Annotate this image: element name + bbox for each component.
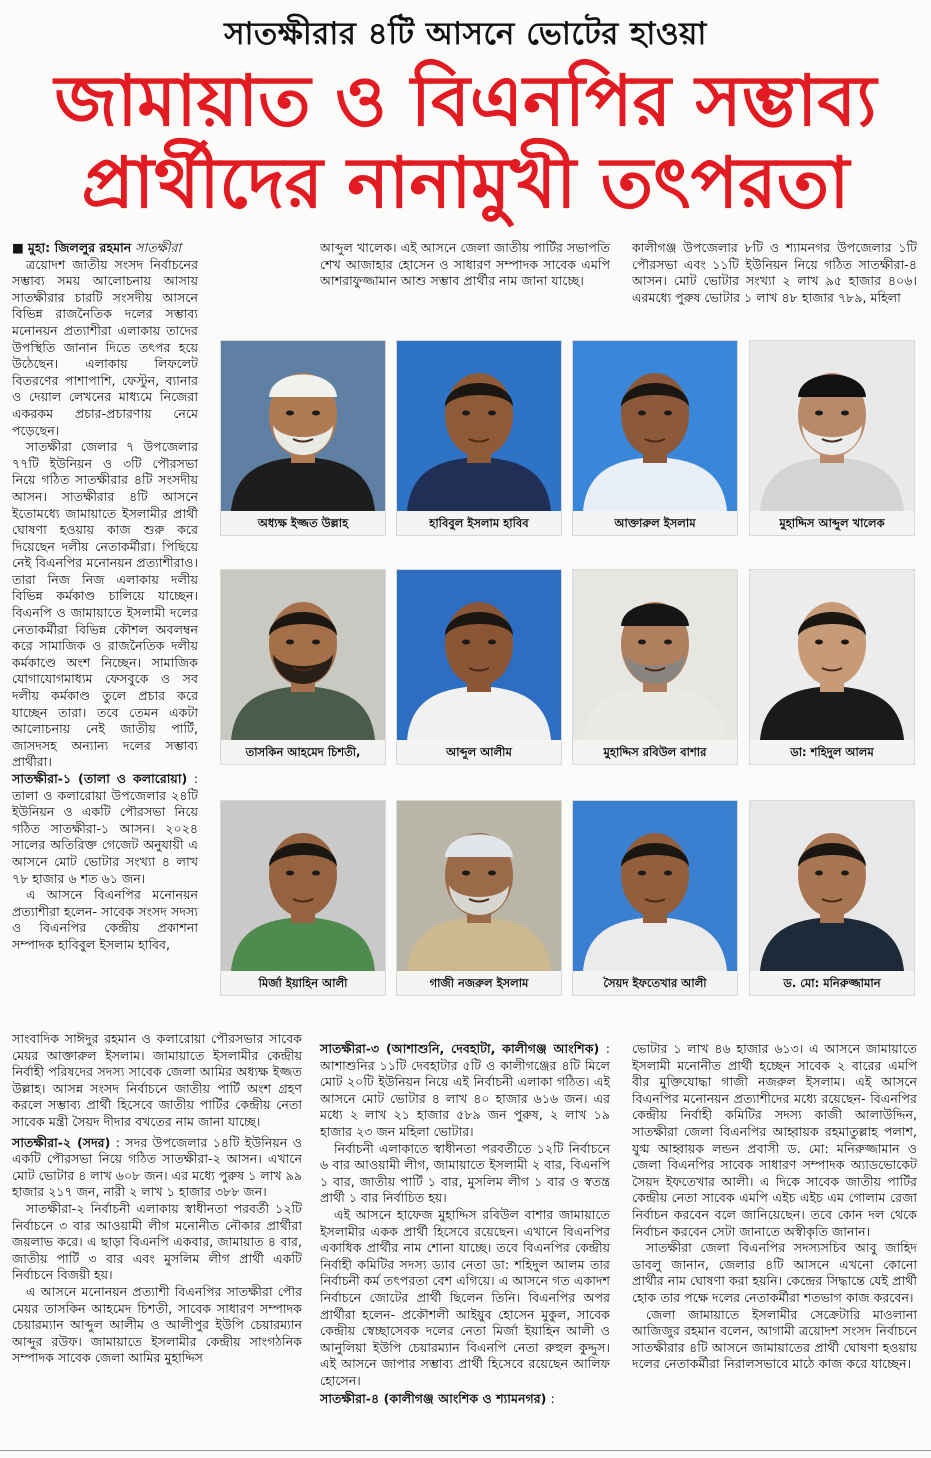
- paragraph: সাতক্ষীরা জেলার ৭ উপজেলার ৭৭টি ইউনিয়ন ও ৩টি পৌরসভা নিয়ে গঠিত সাতক্ষীরার ৪টি সংসদীয় আসন। সাতক্ষীরার ৪টি আসনে ইতোমধ্যে জামায়াতে ইসলামীর প্রার্থী ঘোষণা হওয়ায় কাজ শুরু করে দিয়েছেন দলীয় নেতাকর্মীরা। পিছিয়ে নেই বিএনপির মনোনয়ন প্রত্যাশীরাও। তারা নিজ নিজ এলাকায় দলীয় বিভিন্ন কর্মকাণ্ড চালিয়ে যাচ্ছেন। বিএনপি ও জামায়াতে ইসলামী দলের নেতাকর্মীরা বিভিন্ন কৌশল অবলম্বন করে সামাজিক ও রাজনৈতিক দলীয় কর্মকাণ্ডে অংশ নিচ্ছেন। সামাজিক যোগাযোগমাধ্যম ফেসবুকে ও সব দলীয় কর্মকাণ্ড তুলে প্রচার করে যাচ্ছেন তারা। তবে তেমন একটা আলোচনায় নেই জাতীয় পার্টি, জাসদসহ অন্যান্য দলের সম্ভাব্য প্রার্থীরা।: [12, 439, 198, 770]
- section-satkhira-2: [12, 1135, 302, 1201]
- photo-caption: সৈয়দ ইফতেখার আলী: [603, 976, 707, 990]
- portrait-photo: [572, 340, 738, 536]
- column-top-right: [632, 240, 917, 306]
- paragraph: নির্বাচনী এলাকাতে স্বাধীনতা পরবর্তীতে ১২টি নির্বাচনে ৬ বার আওয়ামী লীগ, জামায়াতে ইসলামী ২ বার, বিএনপি ১ বার, জাতীয় পার্টি ১ বার, মুসলিম লীগ ১ বার ও স্বতন্ত্র প্রার্থী ১ বার নির্বাচিত হয়।: [320, 1140, 610, 1206]
- photo-caption: আব্দুল আলীম: [446, 745, 512, 759]
- bottom-rule: [0, 1450, 931, 1451]
- photo-caption: ডা: শহিদুল আলম: [790, 745, 874, 759]
- photo-caption: আক্তারুল ইসলাম: [614, 516, 696, 530]
- portrait-image: [221, 801, 385, 971]
- kicker: সাতক্ষীরার ৪টি আসনে ভোটের হাওয়া: [224, 16, 707, 52]
- photo-caption: মির্জা ইয়াহিন আলী: [258, 976, 348, 990]
- portrait-image: [221, 570, 385, 740]
- portrait-image: [750, 570, 914, 740]
- paragraph: সাতক্ষীরা-২ নির্বাচনী এলাকায় স্বাধীনতা পরবর্তী ১২টি নির্বাচনে ৩ বার আওয়ামী লীগ মনোনীত নৌকার প্রার্থীরা জয়লাভ করে। এ ছাড়া বিএনপি একবার, জামায়াত ৪ বার, জাতীয় পার্টি ৩ বার এবং মুসলিম লীগ প্রার্থী একটি নির্বাচনে বিজয়ী হয়।: [12, 1200, 302, 1283]
- byline-name: মুহা: জিললুর রহমান: [27, 240, 132, 255]
- paragraph: এই আসনে হাফেজ মুহাদ্দিস রবিউল বাশার জামায়াতে ইসলামীর একক প্রার্থী হিসেবে রয়েছেন। এখানে বিএনপির একাধিক প্রার্থীর নাম শোনা যাচ্ছে। তবে বিএনপির কেন্দ্রীয় নির্বাহী কমিটির সদস্য ড্যাব নেতা ডা: শহিদুল আলম তার নির্বাচনী কর্ম তৎপরতা বেশ এগিয়ে। এ আসনে গত একাদশ নির্বাচনে জোটের প্রার্থী ছিলেন তিনি। বিএনপির অপর প্রার্থীরা হলেন- প্রকৌশলী আইয়ুব হোসেন মুকুল, সাবেক কেন্দ্রীয় স্বেচ্ছাসেবক দলের নেতা মির্জা ইয়াহিন আলী ও আনুলিয়া ইউপি চেয়ারম্যান বিএনপি নেতা রুহুল কুদ্দুস। এই আসনে জাপার সম্ভাব্য প্রার্থী হিসেবে রয়েছেন আলিফ হোসেন।: [320, 1206, 610, 1388]
- paragraph: ত্রয়োদশ জাতীয় সংসদ নির্বাচনের সম্ভাব্য সময় আলোচনায় আসায় সাতক্ষীরার চারটি সংসদীয় আসনে বিভিন্ন রাজনৈতিক দলের সম্ভাব্য মনোনয়ন প্রত্যাশীরা এলাকায় তাদের উপস্থিতি জানান দিতে তৎপর হয়ে উঠেছেন। এলাকায় লিফলেট বিতরণের পাশাপাশি, ফেস্টুন, ব্যানার ও দেয়াল লেখনের মাধ্যমে নিজেরা একরকম প্রচার-প্রচারণায় নেমে পড়েছেন।: [12, 256, 198, 438]
- section-heading: সাতক্ষীরা-৩ (আশাশুনি, দেবহাটা, কালীগঞ্জ আংশিক): [320, 1041, 600, 1056]
- section-satkhira-3: [320, 1041, 610, 1141]
- paragraph: সাতক্ষীরা জেলা বিএনপির সদস্যসচিব আবু জাহিদ ডাবলু জানান, জেলার ৪টি আসনে এখনো কোনো প্রার্থীর নাম ঘোষণা করা হয়নি। কেন্দ্রের সিদ্ধান্তে যেই প্রার্থী হোক তার পক্ষে দলের নেতাকর্মীরা শতভাগ কাজ করবেন।: [632, 1240, 917, 1305]
- column-top-middle: [320, 240, 610, 290]
- photo-caption: ড. মো: মনিরুজ্জামান: [783, 976, 881, 990]
- portrait-image: [750, 341, 914, 511]
- paragraph: আব্দুল খালেক। এই আসনে জেলা জাতীয় পার্টির সভাপতি শেখ আজাহার হোসেন ও সাধারণ সম্পাদক সাবেক এমপি আশরাফুজ্জামান আশু সম্ভাব প্রার্থীর নাম জানা যাচ্ছে।: [320, 240, 610, 289]
- byline-place: সাতক্ষীরা: [135, 240, 182, 255]
- column-bottom-left: [12, 1031, 302, 1367]
- portrait-photo: [749, 800, 915, 996]
- section-heading: সাতক্ষীরা-৪ (কালীগঞ্জ আংশিক ও শ্যামনগর): [320, 1391, 547, 1407]
- section-heading: সাতক্ষীরা-১ (তালা ও কলারোয়া): [12, 771, 188, 786]
- photo-caption: গাজী নজরুল ইসলাম: [429, 976, 529, 990]
- column-left: [12, 240, 198, 954]
- portrait-photo: [749, 569, 915, 765]
- portrait-image: [397, 341, 561, 511]
- paragraph: ভোটার ১ লাখ ৪৬ হাজার ৬১৩। এ আসনে জামায়াতে ইসলামী মনোনীত প্রার্থী হচ্ছেন সাবেক ২ বারের এমপি বীর মুক্তিযোদ্ধা গাজী নজরুল ইসলাম। এই আসনে বিএনপির মনোনয়ন প্রত্যাশীদের মধ্যে রয়েছেন- বিএনপির কেন্দ্রীয় নির্বাহী কমিটির সদস্য কাজী আলাউদ্দিন, সাতক্ষীরা জেলা বিএনপির আহ্বায়ক রহমাতুল্লাহ পলাশ, যুগ্ম আহ্বায়ক লন্ডন প্রবাসী ড. মো: মনিরুজ্জামান ও জেলা বিএনপির সাবেক সাধারণ সম্পাদক অ্যাডভোকেট সৈয়দ ইফতেখার আলী। এ দিকে সাবেক জাতীয় পার্টির কেন্দ্রীয় নেতা সাবেক এমপি এইচ এইচ এম গোলাম রেজা নির্বাচন করবেন বলে জানিয়েছেন। তবে কোন দল থেকে নির্বাচন করবেন সেটা জানাতে অস্বীকৃতি জানান।: [632, 1041, 917, 1239]
- portrait-photo: [396, 569, 562, 765]
- photo-caption: মুহাদ্দিস আব্দুল খালেক: [779, 516, 885, 530]
- portrait-image: [397, 801, 561, 971]
- byline: [12, 240, 198, 257]
- bullet-icon: ■: [12, 240, 28, 255]
- portrait-photo: [220, 340, 386, 536]
- column-bottom-right: [632, 1041, 917, 1373]
- section-heading: সাতক্ষীরা-২ (সদর): [12, 1134, 111, 1150]
- paragraph: এ আসনে মনোনয়ন প্রত্যাশী বিএনপির সাতক্ষীরা পৌর মেয়র তাসকিন আহমেদ চিশতী, সাবেক সাধারণ সম্পাদক চেয়ারম্যান আব্দুল আলীম ও আলীপুর ইউপি চেয়ারম্যান আব্দুর রউফ। জামায়াতে ইসলামীর কেন্দ্রীয় সাংগঠনিক সম্পাদক সাবেক জেলা আমির মুহাদ্দিস: [12, 1283, 302, 1366]
- section-tail: :: [550, 1391, 555, 1407]
- portrait-image: [573, 801, 737, 971]
- portrait-image: [573, 341, 737, 511]
- paragraph: কালীগঞ্জ উপজেলার ৮টি ও শ্যামনগর উপজেলার ১টি পৌরসভা এবং ১১টি ইউনিয়ন নিয়ে গঠিত সাতক্ষীরা-৪ আসন। মোট ভোটার সংখ্যা ২ লাখ ৯৫ হাজার ৪০৬। এরমধ্যে পুরুষ ভোটার ১ লাখ ৪৮ হাজার ৭৮৯, মহিলা: [632, 240, 917, 305]
- portrait-photo: [396, 340, 562, 536]
- section-satkhira-1: [12, 771, 198, 887]
- photo-caption: তাসকিন আহমেদ চিশতী,: [245, 745, 361, 759]
- headline-line-2: প্রার্থীদের নানামুখী তৎপরতা: [81, 142, 850, 224]
- paragraph: জেলা জামায়াতে ইসলামীর সেক্রেটারি মাওলানা আজিজুর রহমান বলেন, আগামী ত্রয়োদশ সংসদ নির্বাচনে সাতক্ষীরার ৪টি আসনে জামায়াতের প্রার্থী ঘোষণা হওয়ায় দলের নেতাকর্মীরা নিরালসভাবে মাঠে কাজ করে যাচ্ছেন।: [632, 1306, 917, 1372]
- portrait-image: [397, 570, 561, 740]
- paragraph: এ আসনে বিএনপির মনোনয়ন প্রত্যাশীরা হলেন- সাবেক সংসদ সদস্য ও বিএনপির কেন্দ্রীয় প্রকাশনা সম্পাদক হাবিবুল ইসলাম হাবিব,: [12, 887, 198, 952]
- section-body: : সদর উপজেলার ১৪টি ইউনিয়ন ও একটি পৌরসভা নিয়ে গঠিত সাতক্ষীরা-২ আসন। এখানে মোট ভোটার ৪ লাখ ৬০৮ জন। এর মধ্যে পুরুষ ১ লাখ ৯৯ হাজার ২১৭ জন, নারী ২ লাখ ১ হাজার ৩৮৮ জন।: [12, 1134, 302, 1200]
- paragraph: সাংবাদিক সাঈদুর রহমান ও কলারোয়া পৌরসভার সাবেক মেয়র আক্তারুল ইসলাম। জামায়াতে ইসলামীর কেন্দ্রীয় নির্বাহী পরিষদের সদস্য সাবেক জেলা আমির অধ্যক্ষ ইজ্জত উল্লাহ। আসন্ন সংসদ নির্বাচনে জাতীয় পার্টি অংশ গ্রহণ করলে সম্ভাব্য প্রার্থী হিসেবে জাতীয় পার্টির কেন্দ্রীয় নেতা সাবেক মন্ত্রী সৈয়দ দীদার বখতের নাম জানা যাচ্ছে।: [12, 1031, 302, 1129]
- portrait-image: [750, 801, 914, 971]
- portrait-photo: [396, 800, 562, 996]
- column-bottom-middle: [320, 1041, 610, 1408]
- photo-caption: মুহাদ্দিস রবিউল বাশার: [603, 745, 707, 759]
- portrait-photo: [572, 800, 738, 996]
- portrait-photo: [749, 340, 915, 536]
- section-body: : আশাশুনির ১১টি দেবহাটার ৫টি ও কালীগঞ্জের ৪টি মিলে মোট ২০টি ইউনিয়ন নিয়ে এই নির্বাচনী এলাকা গঠিত। এই আসনে মোট ভোটার ৪ লাখ ৪০ হাজার ৬১৬ জন। এর মধ্যে ২ লাখ ২১ হাজার ৫৮৯ জন পুরুষ, ২ লাখ ১৯ হাজার ২৩ জন মহিলা ভোটার।: [320, 1041, 610, 1139]
- photo-caption: হাবিবুল ইসলাম হাবিব: [429, 516, 529, 530]
- photo-caption: অধ্যক্ষ ইজ্জত উল্লাহ: [257, 516, 349, 530]
- section-body: : তালা ও কলারোয়া উপজেলার ২৪টি ইউনিয়ন ও একটি পৌরসভা নিয়ে গঠিত সাতক্ষীরা-১ আসন। ২০২৪ সালের অতিরিক্ত গেজেট অনুযায়ী এ আসনে মোট ভোটার সংখ্যা ৪ লাখ ৭৮ হাজার ৬ শত ৬১ জন।: [12, 771, 198, 886]
- portrait-image: [573, 570, 737, 740]
- portrait-photo: [572, 569, 738, 765]
- portrait-image: [221, 341, 385, 511]
- portrait-photo: [220, 800, 386, 996]
- portrait-photo: [220, 569, 386, 765]
- section-satkhira-4: [320, 1391, 610, 1408]
- headline-line-1: জামায়াত ও বিএনপির সম্ভাব্য: [54, 60, 877, 142]
